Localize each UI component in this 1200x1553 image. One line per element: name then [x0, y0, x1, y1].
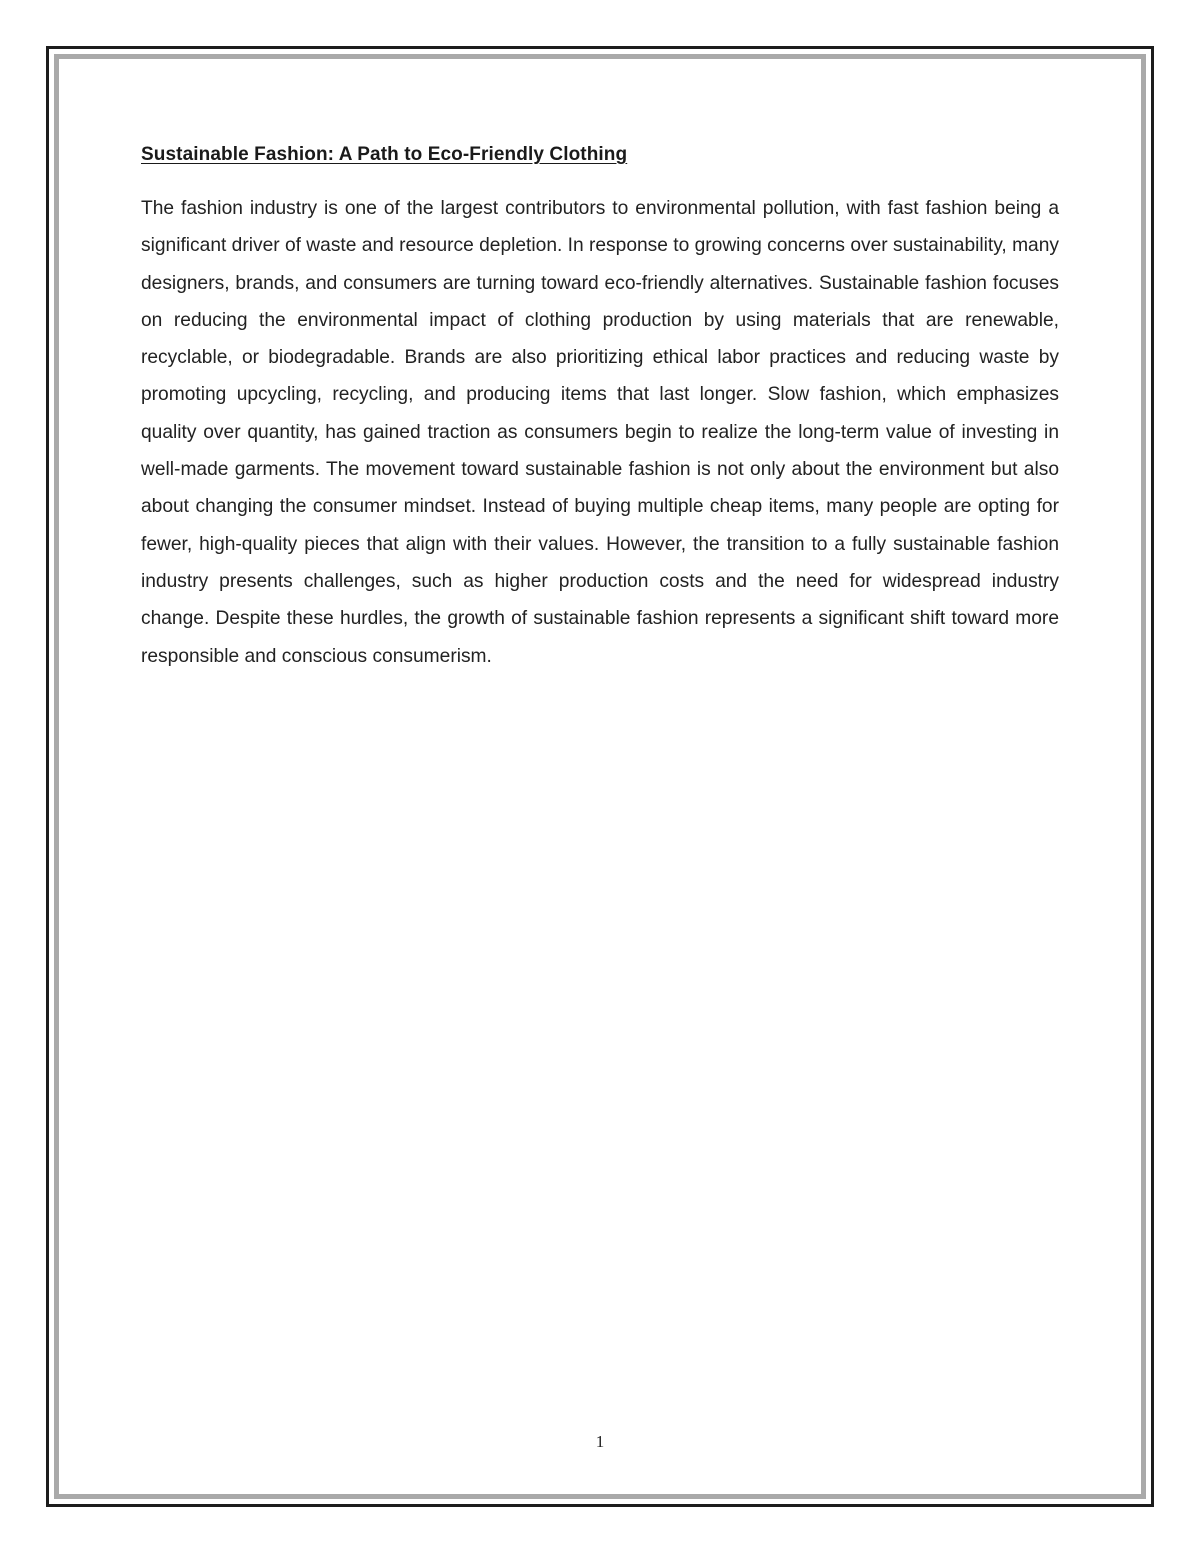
page-number: 1 [595, 1432, 605, 1451]
document-body-paragraph: The fashion industry is one of the largest contributors to environmental pollution, with fast fashion being a significant driver of waste and resource depletion. In response to growing concerns over sustainability, many designers, brands, and consumers are turning toward eco-friendly alternatives. Sustainable fashion focuses on reducing the environmental impact of clothing production by using materials that are renewable, recyclable, or biodegradable. Brands are also prioritizing ethical labor practices and reducing waste by promoting upcycling, recycling, and producing items that last longer. Slow fashion, which emphasizes quality over quantity, has gained traction as consumers begin to realize the long-term value of investing in well-made garments. The movement toward sustainable fashion is not only about the environment but also about changing the consumer mindset. Instead of buying multiple cheap items, many people are opting for fewer, high-quality pieces that align with their values. However, the transition to a fully sustainable fashion industry presents challenges, such as higher production costs and the need for widespread industry change. Despite these hurdles, the growth of sustainable fashion represents a significant shift toward more responsible and conscious consumerism. [141, 198, 1059, 667]
document-content [141, 140, 1059, 675]
document-title: Sustainable Fashion: A Path to Eco-Friendly Clothing [141, 144, 628, 165]
